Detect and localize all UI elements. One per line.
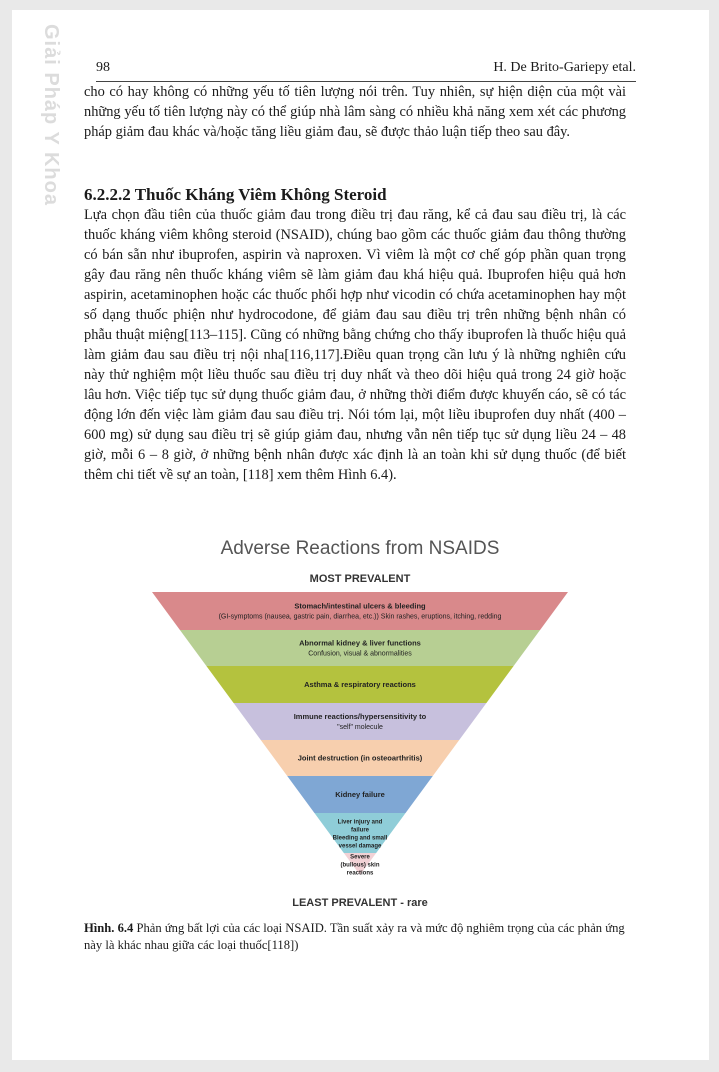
pyramid-layer-7-label: Bleeding and small xyxy=(332,835,388,842)
pyramid-layer-8-label: (bullous) skin xyxy=(340,862,380,869)
caption-text: Phản ứng bất lợi của các loại NSAID. Tần suất xảy ra và mức độ nghiêm trọng của các phản ứng này là khác nhau giữa các loại thuốc[118]) xyxy=(84,921,625,952)
pyramid-layer-2-label: Abnormal kidney & liver functions xyxy=(299,638,421,648)
caption-label: Hình. 6.4 xyxy=(84,921,134,935)
pyramid-layer-2-label: Confusion, visual & abnormalities xyxy=(308,650,412,658)
figure-title: Adverse Reactions from NSAIDS xyxy=(220,538,500,559)
figure-nsaid-pyramid xyxy=(140,530,580,920)
watermark: Giải Pháp Y Khoa xyxy=(40,24,62,206)
least-prevalent-label: LEAST PREVALENT - rare xyxy=(292,897,428,909)
pyramid-layer-3-label: Asthma & respiratory reactions xyxy=(304,680,416,690)
pyramid-layer-4-label: "self" molecule xyxy=(337,724,383,732)
pyramid-layer-6-label: Kidney failure xyxy=(335,790,385,800)
pyramid-layer-8-label: reactions xyxy=(346,870,374,877)
paragraph-nsaid: Lựa chọn đầu tiên của thuốc giảm đau trong điều trị đau răng, kể cả đau sau điều trị, là các thuốc kháng viêm không steroid (NSAID), chúng bao gồm các thuốc giảm đau thông thường có bán sẵn như ibuprofen, aspirin và naproxen. Vì viêm là một cơ chế góp phần quan trọng gây đau răng nên thuốc kháng viêm sẽ làm giảm đau khá hiệu quả. Ibuprofen hiệu quả hơn aspirin, acetaminophen hoặc các thuốc phối hợp như vicodin có chứa acetaminophen hay một số dạng thuốc phiện như hydrocodone, để giảm đau sau điều trị trên những bệnh nhân có phẫu thuật miệng[113–115]. Cũng có những bằng chứng cho thấy ibuprofen là thuốc hiệu quả làm giảm đau sau điều trị nội nha[116,117].Điều quan trọng cần lưu ý là những nghiên cứu này thử nghiệm một liều thuốc sau điều trị duy nhất và theo dõi hiệu quả trong 24 giờ hoặc lâu hơn. Việc tiếp tục sử dụng thuốc giảm đau, ở những thời điểm được khuyến cáo, sẽ có tác động lớn đến việc làm giảm đau sau điều trị. Nói tóm lại, một liều ibuprofen duy nhất (400 – 600 mg) sử dụng sau điều trị sẽ giúp giảm đau, nhưng vẫn nên tiếp tục sử dụng liều 24 – 48 giờ, mỗi 6 – 8 giờ, ở những bệnh nhân được xác định là an toàn khi sử dụng thuốc (để biết thêm chi tiết về sự an toàn, [118] xem thêm Hình 6.4). xyxy=(84,207,626,483)
figure-caption xyxy=(84,920,626,954)
pyramid-layer-1-label: (GI-symptoms (nausea, gastric pain, diarrhea, etc.)) Skin rashes, eruptions, itching, redding xyxy=(218,613,502,621)
pyramid-layer-1-label: Stomach/intestinal ulcers & bleeding xyxy=(294,601,426,611)
pyramid-layer-5-label: Joint destruction (in osteoarthritis) xyxy=(297,753,423,763)
pyramid-layer-1 xyxy=(152,592,568,630)
page-header xyxy=(96,60,636,82)
pyramid-layer-7-label: vessel damage xyxy=(338,843,382,850)
pyramid-layer-2 xyxy=(180,630,540,666)
page-number: 98 xyxy=(96,60,110,75)
paragraph-intro: cho có hay không có những yếu tố tiên lượng nói trên. Tuy nhiên, sự hiện diện của một vài những yếu tố tiên lượng này có thể giúp nhà lâm sàng có nhiều khả năng xem xét các phương pháp giảm đau khác và/hoặc tăng liều giảm đau, sẽ được thảo luận tiếp theo sau đây. xyxy=(84,84,626,140)
pyramid-diagram xyxy=(140,530,580,900)
pyramid-layer-4 xyxy=(234,703,487,740)
pyramid-layer-7-label: Liver injury and xyxy=(337,819,383,826)
running-author: H. De Brito-Gariepy etal. xyxy=(493,60,636,75)
pyramid-layer-8-label: Severe xyxy=(350,854,370,861)
pyramid-layer-7-label: failure xyxy=(350,827,370,834)
pyramid-layer-4-label: Immune reactions/hypersensitivity to xyxy=(293,712,427,722)
section-heading: 6.2.2.2 Thuốc Kháng Viêm Không Steroid xyxy=(84,185,387,204)
most-prevalent-label: MOST PREVALENT xyxy=(309,573,411,585)
